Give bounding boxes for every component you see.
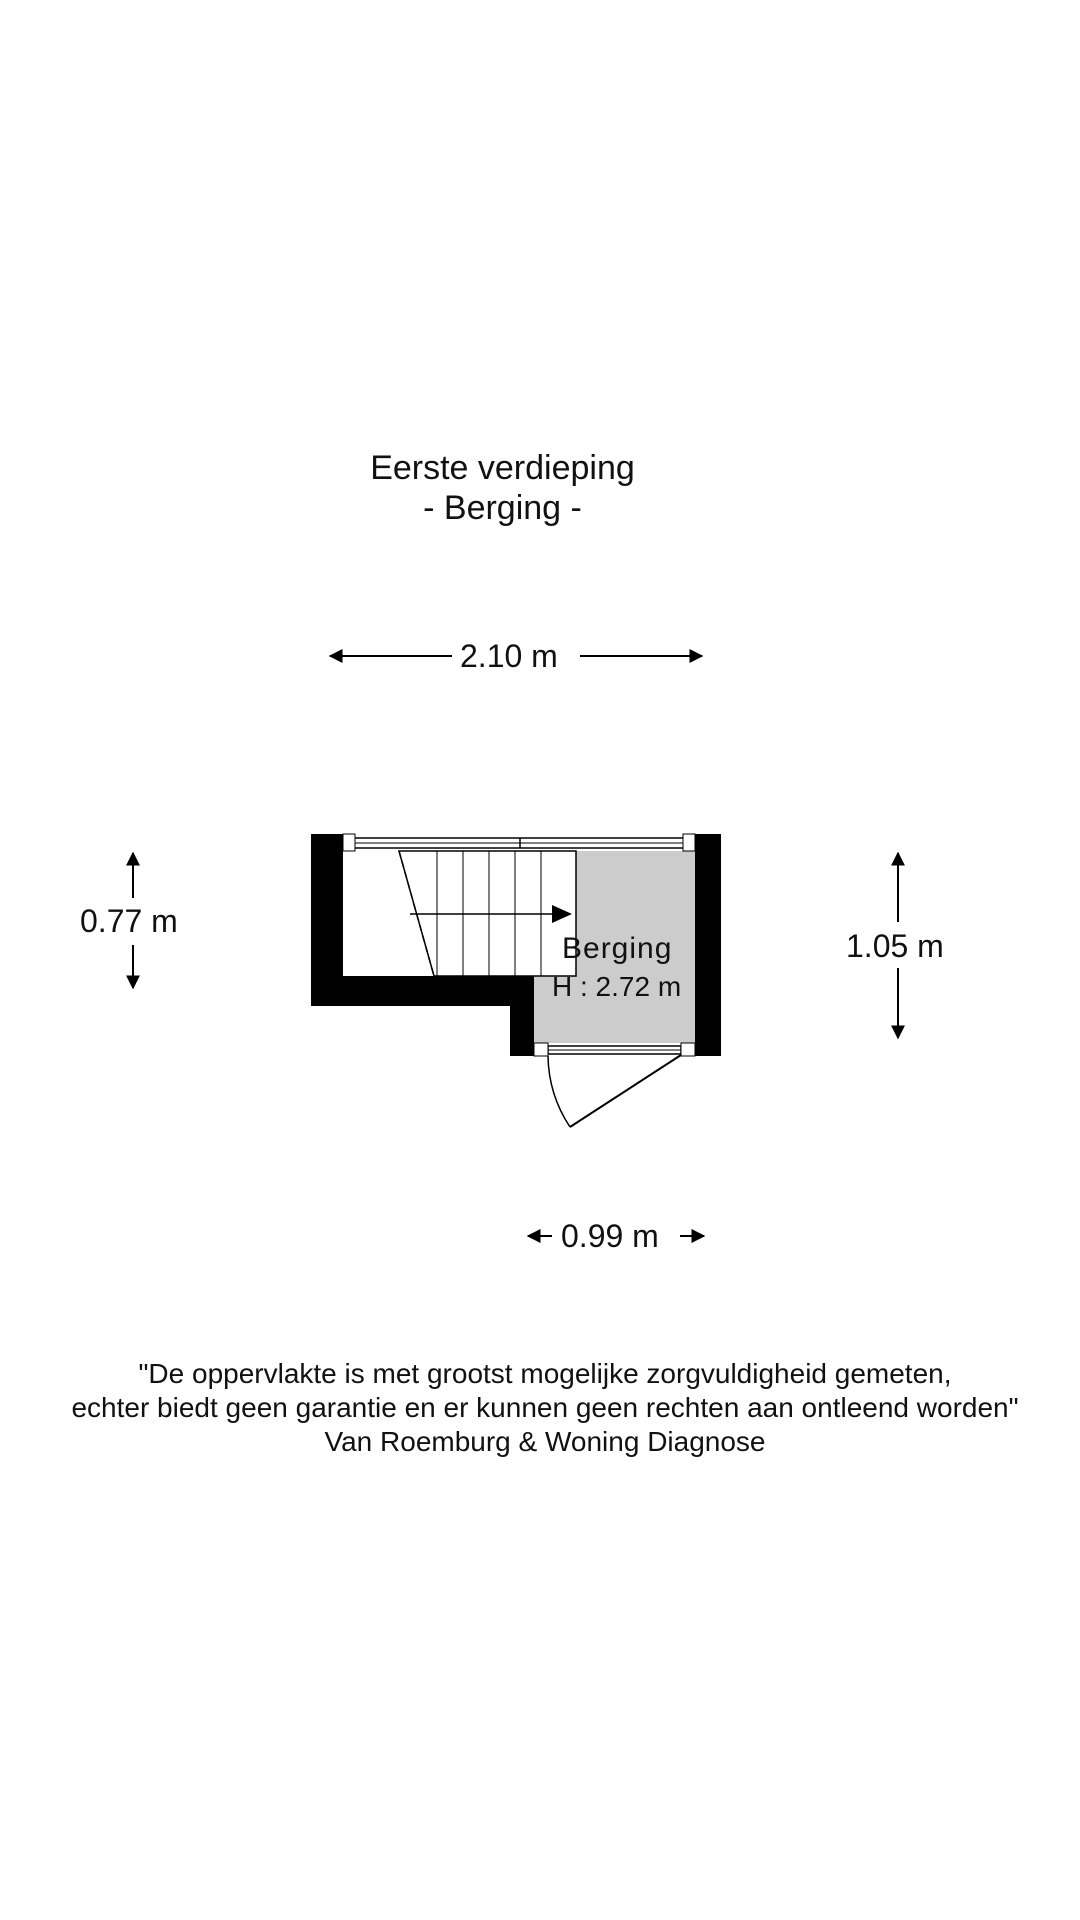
floor-title	[0, 448, 1005, 528]
window-top	[343, 834, 695, 851]
disclaimer-line3: Van Roemburg & Woning Diagnose	[324, 1426, 766, 1457]
dimension-label-left: 0.77 m	[80, 903, 178, 939]
dimension-label-bottom: 0.99 m	[561, 1218, 659, 1254]
disclaimer-text	[0, 1357, 1080, 1459]
floor-title-line1: Eerste verdieping	[370, 449, 635, 487]
room-height-label: H : 2.72 m	[552, 971, 682, 1002]
disclaimer-line1: "De oppervlakte is met grootst mogelijke zorgvuldigheid gemeten,	[138, 1358, 952, 1389]
disclaimer-line2: echter biedt geen garantie en er kunnen geen rechten aan ontleend worden"	[71, 1392, 1019, 1423]
floor-title-line2: - Berging -	[423, 489, 582, 527]
door	[534, 1043, 695, 1127]
room-name-label: Berging	[562, 932, 673, 965]
dimension-label-right: 1.05 m	[846, 928, 944, 964]
dimension-label-top: 2.10 m	[460, 638, 558, 674]
